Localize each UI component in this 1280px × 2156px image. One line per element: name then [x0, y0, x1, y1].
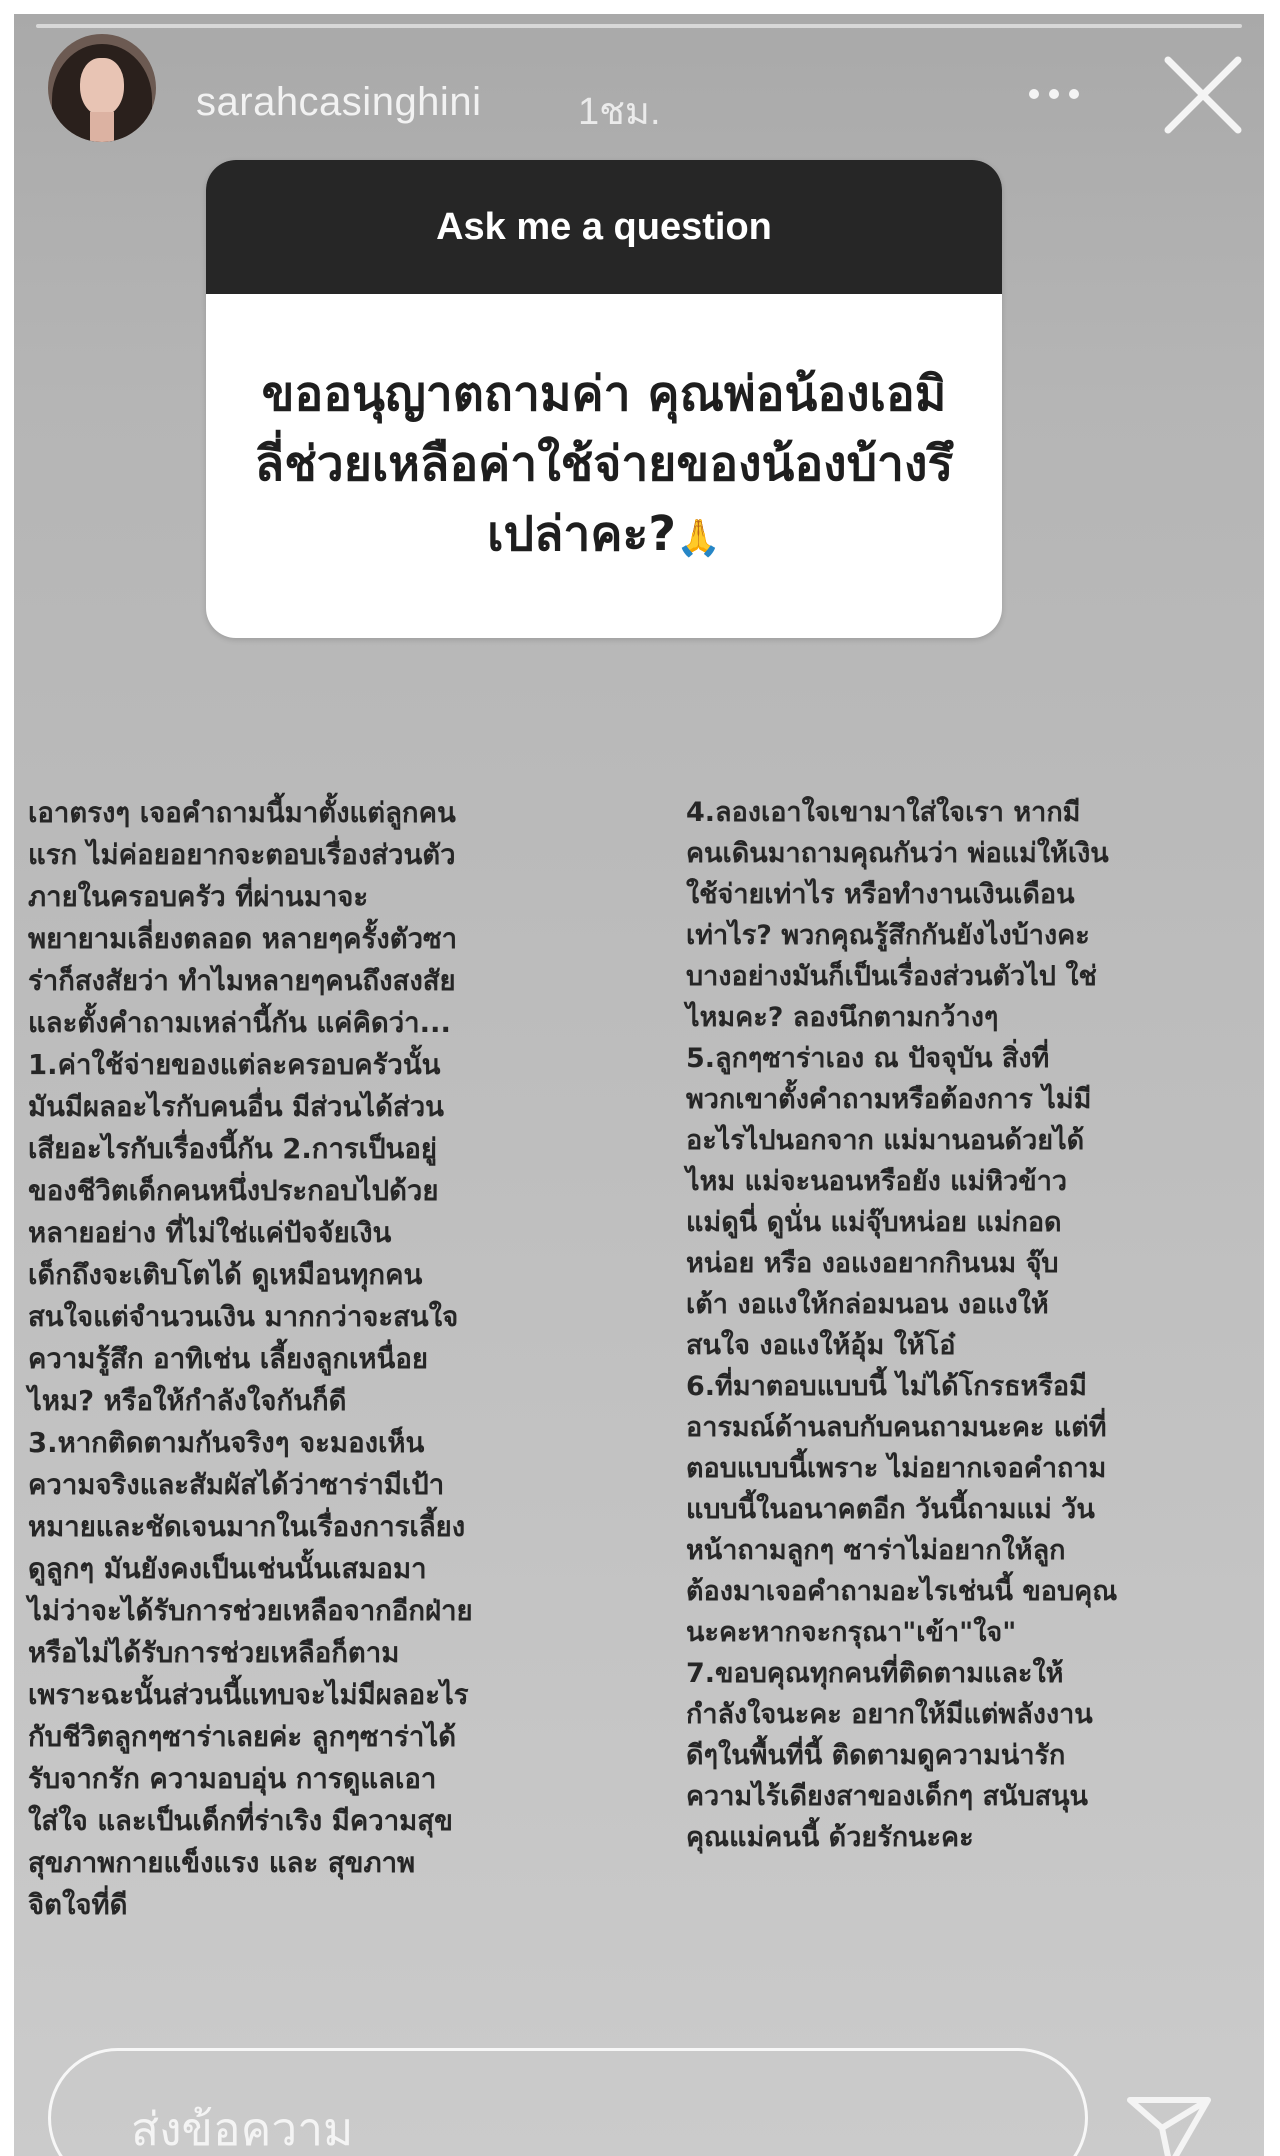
question-text: ขออนุญาตถามค่า คุณพ่อน้องเอมิลี่ช่วยเหลือค่าใช้จ่ายของน้องบ้างรึเปล่าคะ?	[254, 365, 954, 562]
close-icon[interactable]	[1160, 52, 1246, 138]
dot	[1049, 89, 1059, 99]
question-sticker-body	[206, 294, 1002, 638]
avatar-face	[80, 58, 124, 116]
avatar[interactable]	[48, 34, 156, 142]
dot	[1069, 89, 1079, 99]
more-dots-icon[interactable]	[1024, 82, 1084, 106]
send-icon[interactable]	[1124, 2092, 1214, 2156]
answer-text-left: เอาตรงๆ เจอคำถามนี้มาตั้งแต่ลูกคน แรก ไม่ค่อยอยากจะตอบเรื่องส่วนตัว ภายในครอบครัว ที่ผ่านมาจะ พยายามเลี่ยงตลอด หลายๆครั้งตัวซา ร่าก็สงสัยว่า ทำไมหลายๆคนถึงสงสัย และตั้งคำถามเหล่านี้กัน แค่คิดว่า... 1.ค่าใช้จ่ายของแต่ละครอบครัวนั้น มันมีผลอะไรกับคนอื่น มีส่วนได้ส่วน เสียอะไรกับเรื่องนี้กัน 2.การเป็นอยู่ ของชีวิตเด็กคนหนึ่งประกอบไปด้วย หลายอย่าง ที่ไม่ใช่แค่ปัจจัยเงิน เด็กถึงจะเติบโตได้ ดูเหมือนทุกคน สนใจแต่จำนวนเงิน มากกว่าจะสนใจ ความรู้สึก อาทิเช่น เลี้ยงลูกเหนื่อย ไหม? หรือให้กำลังใจกันก็ดี 3.หากติดตามกันจริงๆ จะมองเห็น ความจริงและสัมผัสได้ว่าซาร่ามีเป้า หมายและชัดเจนมากในเรื่องการเลี้ยง ดูลูกๆ มันยังคงเป็นเช่นนั้นเสมอมา ไม่ว่าจะได้รับการช่วยเหลือจากอีกฝ่าย หรือไม่ได้รับการช่วยเหลือก็ตาม เพราะฉะนั้นส่วนนี้แทบจะไม่มีผลอะไร กับชีวิตลูกๆซาร่าเลยค่ะ ลูกๆซาร่าได้ รับจากรัก ความอบอุ่น การดูแลเอา ใส่ใจ และเป็นเด็กที่ร่าเริง มีความสุข สุขภาพกายแข็งแรง และ สุขภาพ จิตใจที่ดี	[28, 797, 473, 1921]
post-time: 1ชม.	[578, 91, 661, 133]
message-placeholder: ส่งข้อความ	[131, 2102, 354, 2156]
story-progress-bar	[36, 24, 1242, 28]
message-input[interactable]	[48, 2048, 1088, 2156]
story-viewer	[14, 14, 1264, 2156]
question-sticker-title: Ask me a question	[206, 160, 1002, 294]
username[interactable]: sarahcasinghini	[196, 80, 482, 124]
dot	[1029, 89, 1039, 99]
question-sticker	[206, 160, 1002, 638]
avatar-neck	[90, 112, 114, 142]
answer-text-right: 4.ลองเอาใจเขามาใส่ใจเรา หากมี คนเดินมาถามคุณกันว่า พ่อแม่ให้เงิน ใช้จ่ายเท่าไร หรือทำงานเงินเดือน เท่าไร? พวกคุณรู้สึกกันยังไงบ้างคะ บางอย่างมันก็เป็นเรื่องส่วนตัวไป ใช่ ไหมคะ? ลองนึกตามกว้างๆ 5.ลูกๆซาร่าเอง ณ ปัจจุบัน สิ่งที่ พวกเขาตั้งคำถามหรือต้องการ ไม่มี อะไรไปนอกจาก แม่มานอนด้วยได้ ไหม แม่จะนอนหรือยัง แม่หิวข้าว แม่ดูนี่ ดูนั่น แม่จุ๊บหน่อย แม่กอด หน่อย หรือ งอแงอยากกินนม จุ๊บ เต้า งอแงให้กล่อมนอน งอแงให้ สนใจ งอแงให้อุ้ม ให้โอ๋ 6.ที่มาตอบแบบนี้ ไม่ได้โกรธหรือมี อารมณ์ด้านลบกับคนถามนะคะ แต่ที่ ตอบแบบนี้เพราะ ไม่อยากเจอคำถาม แบบนี้ในอนาคตอีก วันนี้ถามแม่ วัน หน้าถามลูกๆ ซาร่าไม่อยากให้ลูก ต้องมาเจอคำถามอะไรเช่นนี้ ขอบคุณ นะคะหากจะกรุณา"เข้า"ใจ" 7.ขอบคุณทุกคนที่ติดตามและให้ กำลังใจนะคะ อยากให้มีแต่พลังงาน ดีๆในพื้นที่นี้ ติดตามดูความน่ารัก ความไร้เดียงสาของเด็กๆ สนับสนุน คุณแม่คนนี้ ด้วยรักนะคะ	[686, 797, 1118, 1853]
folded-hands-emoji: 🙏	[676, 517, 721, 559]
